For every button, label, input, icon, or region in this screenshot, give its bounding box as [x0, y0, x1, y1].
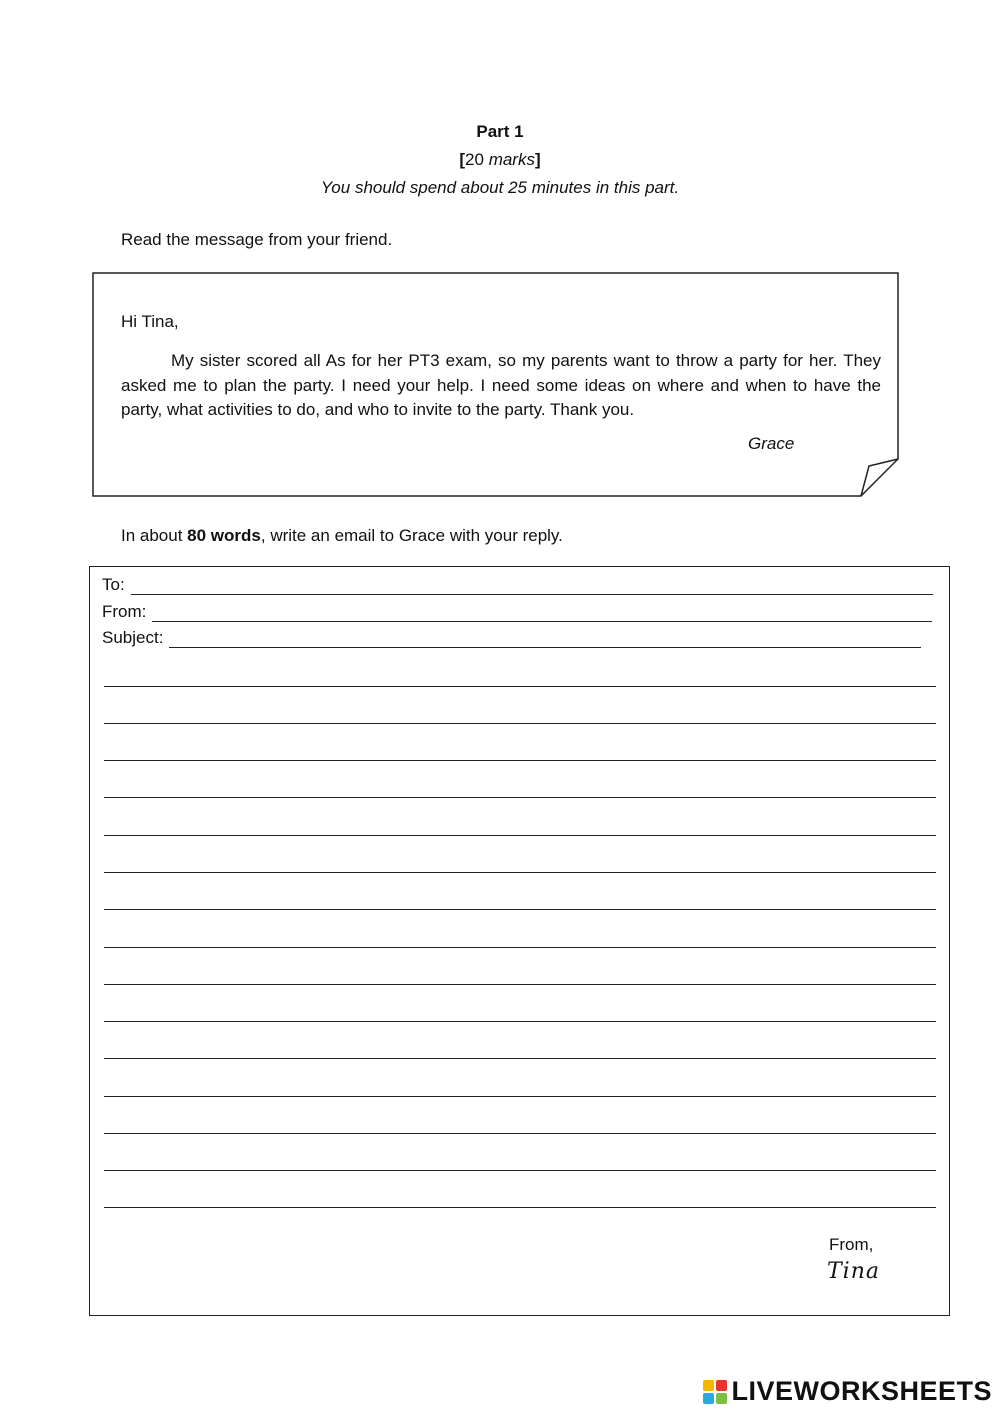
- from-field[interactable]: [102, 602, 932, 622]
- from-blank-line[interactable]: [152, 605, 932, 622]
- writing-line[interactable]: [104, 797, 936, 798]
- instruction-write: [121, 526, 563, 546]
- time-note: You should spend about 25 minutes in this part.: [320, 178, 680, 197]
- marks-word: marks: [488, 150, 535, 169]
- message-greeting: Hi Tina,: [121, 312, 179, 331]
- instruction-prefix: In about: [121, 526, 188, 545]
- writing-line[interactable]: [104, 1170, 936, 1171]
- logo-square-blue: [703, 1393, 714, 1404]
- message-signature: Grace: [748, 434, 795, 453]
- instruction-suffix: , write an email to Grace with your reply.: [260, 526, 563, 545]
- message-note-frame: [0, 0, 1000, 520]
- marks-close-bracket: ]: [534, 150, 541, 169]
- instruction-read: Read the message from your friend.: [121, 230, 393, 249]
- writing-line[interactable]: [104, 686, 936, 687]
- writing-line[interactable]: [104, 1096, 936, 1097]
- from-label: From:: [102, 602, 147, 621]
- writing-line[interactable]: [104, 947, 936, 948]
- writing-line[interactable]: [104, 1207, 936, 1208]
- logo-square-red: [716, 1380, 727, 1391]
- instruction-word-count: 80 words: [187, 526, 261, 545]
- marks-open-bracket: [: [459, 150, 466, 169]
- subject-label: Subject:: [102, 628, 164, 647]
- liveworksheets-logo: [703, 1376, 992, 1407]
- to-blank-line[interactable]: [131, 578, 933, 595]
- writing-line[interactable]: [104, 872, 936, 873]
- liveworksheets-logo-icon: [703, 1380, 727, 1404]
- writing-line[interactable]: [104, 909, 936, 910]
- subject-field[interactable]: [102, 628, 921, 648]
- writing-line[interactable]: [104, 1133, 936, 1134]
- writing-line[interactable]: [104, 984, 936, 985]
- marks-number: 20: [465, 150, 484, 169]
- to-field[interactable]: [102, 575, 933, 595]
- email-closing: From,: [829, 1235, 874, 1254]
- marks-note: [0, 150, 1000, 170]
- writing-line[interactable]: [104, 1021, 936, 1022]
- logo-square-yellow: [703, 1380, 714, 1391]
- message-body: My sister scored all As for her PT3 exam, so my parents want to throw a party for her. They asked me to plan the party. I need your help. I need some ideas on where and when to have the party, what activities to do, and who to invite to the party. Thank you.: [121, 351, 881, 419]
- email-answer-box: [89, 566, 950, 1316]
- part-title: Part 1: [476, 122, 524, 141]
- to-label: To:: [102, 575, 125, 594]
- logo-square-green: [716, 1393, 727, 1404]
- writing-line[interactable]: [104, 760, 936, 761]
- email-signature: Tina: [827, 1259, 880, 1284]
- liveworksheets-logo-text: LIVEWORKSHEETS: [731, 1376, 992, 1406]
- writing-line[interactable]: [104, 723, 936, 724]
- subject-blank-line[interactable]: [169, 631, 921, 648]
- writing-line[interactable]: [104, 835, 936, 836]
- writing-line[interactable]: [104, 1058, 936, 1059]
